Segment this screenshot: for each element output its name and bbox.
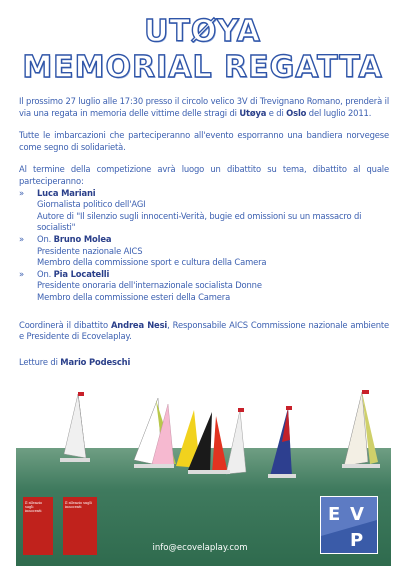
coordinator-paragraph (19, 320, 389, 343)
speaker-role: Giornalista politico dell'AGI (37, 199, 146, 210)
coordinator-name: Andrea Nesi (110, 319, 168, 330)
logo-letter: P (350, 530, 364, 551)
intro-paragraph (19, 96, 389, 119)
ecovelaplay-logo (320, 496, 378, 554)
coordinator-text: Coordinerà il dibattito (19, 319, 111, 330)
oslo-text: Oslo (286, 107, 307, 118)
bullet-icon: » (19, 187, 24, 198)
boat-hull (342, 464, 380, 468)
speaker-prefix: On. (37, 268, 54, 279)
readings-name: Mario Podeschi (60, 356, 131, 367)
speaker-role: Membro della commissione esteri della Camera (37, 291, 231, 302)
book-title: Il silenzio sugli innocenti (65, 501, 92, 509)
speakers-list (19, 188, 389, 304)
boat-hull (60, 458, 90, 462)
sailboat-icon (270, 406, 292, 476)
speaker-role: Presidente nazionale AICS (37, 245, 143, 256)
logo-letter: V (350, 504, 364, 525)
sailboat-icon (64, 392, 86, 460)
speaker-role: Membro della commissione sport e cultura della Camera (37, 257, 267, 268)
speaker-name: Pia Locatelli (53, 268, 110, 279)
sailboat-icon (344, 390, 378, 466)
debate-intro: Al termine della competizione avrà luogo un dibattito su tema, dibattito al quale parteciperanno: (19, 164, 389, 186)
speaker-role: Presidente onoraria dell'internazionale socialista Donne (37, 280, 262, 291)
body-text (19, 96, 389, 379)
speaker-prefix: On. (37, 233, 54, 244)
speaker-item (19, 234, 389, 269)
intro-end: del luglio 2011. (306, 107, 372, 118)
speaker-item (19, 188, 389, 234)
bullet-icon: » (19, 233, 24, 244)
speaker-name: Luca Mariani (37, 187, 96, 198)
speaker-name: Bruno Molea (53, 233, 112, 244)
bullet-icon: » (19, 268, 24, 279)
readings-paragraph (19, 357, 389, 369)
title-line-2: MEMORIAL REGATTA (22, 50, 383, 85)
book-title: Il silenzio sugli innocenti (25, 501, 43, 513)
coordinator-role: , Responsabile AICS Commissione nazionale ambiente e Presidente di Ecovelaplay. (19, 319, 390, 342)
intro-text: Il prossimo 27 luglio alle 17:30 presso il circolo velico 3V di Trevignano Romano, prenderà il via una regata in memoria delle vittime delle stragi di (19, 96, 389, 118)
readings-text: Letture di (19, 356, 61, 367)
intro-and: e di (266, 107, 287, 118)
boat-hull (188, 470, 230, 474)
book-cover (63, 497, 97, 555)
boat-hull (134, 464, 174, 468)
contact-email[interactable]: info@ecovelaplay.com (152, 543, 248, 553)
title-line-1: UTØYA (144, 14, 261, 49)
utoya-text: Utøya (239, 107, 267, 118)
speaker-item (19, 269, 389, 304)
boat-hull (268, 474, 296, 478)
logo-letter: E (328, 504, 341, 525)
sailboat-icon (226, 408, 246, 474)
flag-paragraph: Tutte le imbarcazioni che parteciperanno all'evento esporranno una bandiera norvegese come segno di solidarietà. (19, 130, 389, 152)
book-cover (23, 497, 53, 555)
speaker-role: Autore di "Il silenzio sugli innocenti-Verità, bugie ed omissioni su un massacro di socialisti" (37, 210, 362, 233)
